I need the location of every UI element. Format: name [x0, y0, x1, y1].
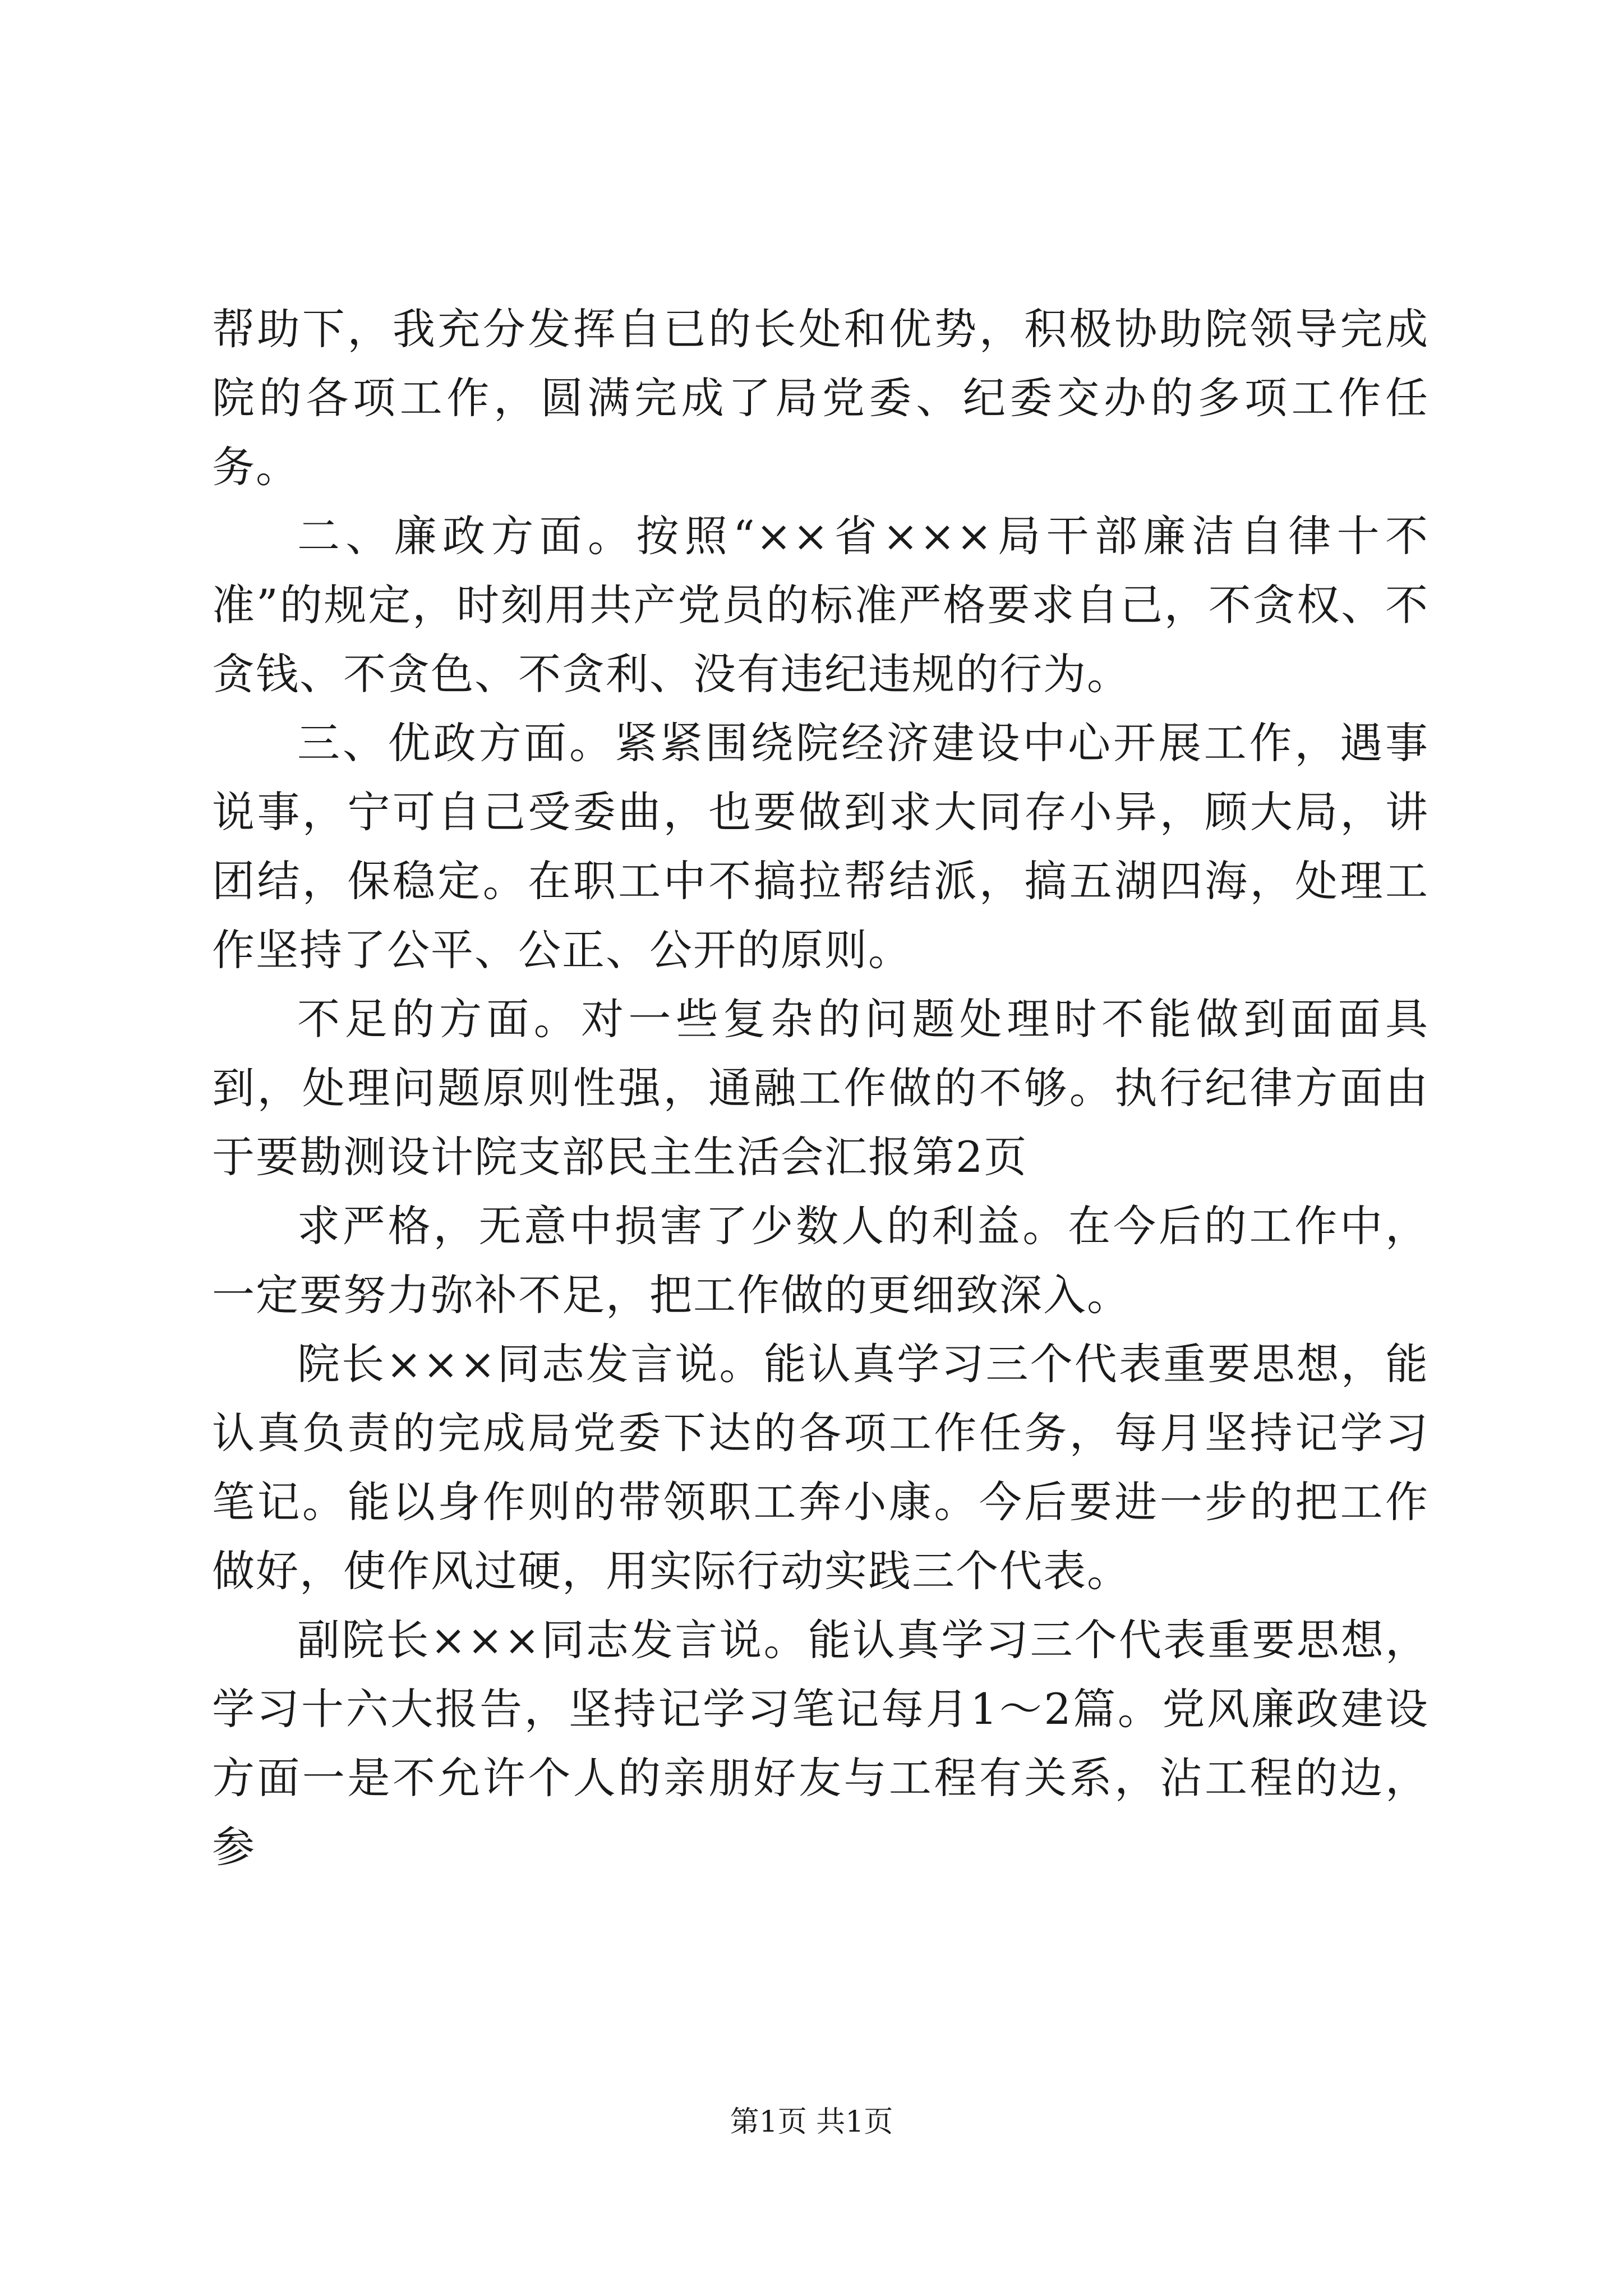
paragraph-integrity: 二、廉政方面。按照“××省×××局干部廉洁自律十不准”的规定，时刻用共产党员的标准严格要求自己，不贪权、不贪钱、不贪色、不贪利、没有违纪违规的行为。 [212, 511, 1429, 699]
page-footer: 第1页 共1页 [730, 2105, 893, 2139]
paragraph-shortcomings-cont: 求严格，无意中损害了少数人的利益。在今后的工作中，一定要努力弥补不足，把工作做的更细致深入。 [212, 1201, 1429, 1320]
paragraph-shortcomings: 不足的方面。对一些复杂的问题处理时不能做到面面具到，处理问题原则性强，通融工作做的不够。执行纪律方面由于要勘测设计院支部民主生活会汇报第2页 [212, 994, 1429, 1182]
document-body [212, 295, 1429, 1881]
paragraph-governance: 三、优政方面。紧紧围绕院经济建设中心开展工作，遇事说事，宁可自己受委曲，也要做到求大同存小异，顾大局，讲团结，保稳定。在职工中不搞拉帮结派，搞五湖四海，处理工作坚持了公平、公正、公开的原则。 [212, 718, 1429, 975]
paragraph-continuation: 帮助下，我充分发挥自已的长处和优势，积极协助院领导完成院的各项工作，圆满完成了局党委、纪委交办的多项工作任务。 [212, 304, 1429, 492]
paragraph-director-speech: 院长×××同志发言说。能认真学习三个代表重要思想，能认真负责的完成局党委下达的各项工作任务，每月坚持记学习笔记。能以身作则的带领职工奔小康。今后要进一步的把工作做好，使作风过硬，用实际行动实践三个代表。 [212, 1339, 1429, 1596]
paragraph-deputy-director-speech: 副院长×××同志发言说。能认真学习三个代表重要思想，学习十六大报告，坚持记学习笔记每月1～2篇。党风廉政建设方面一是不允许个人的亲朋好友与工程有关系，沾工程的边，参 [212, 1615, 1429, 1872]
